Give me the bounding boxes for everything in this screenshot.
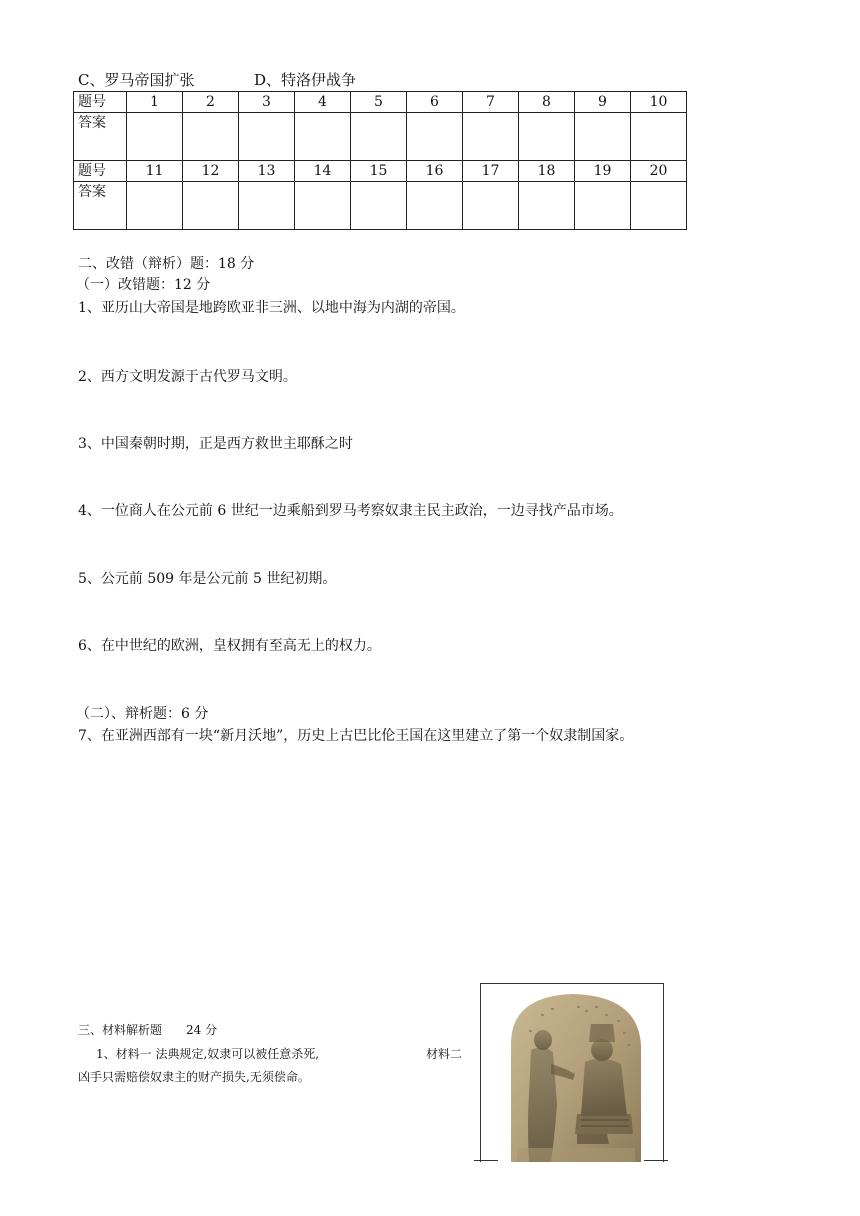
question-number: 1 bbox=[127, 92, 183, 113]
answer-header: 答案 bbox=[74, 182, 127, 230]
part-1-title: （一）改错题：12 分 bbox=[76, 277, 211, 293]
answer-cell[interactable] bbox=[239, 113, 295, 161]
answer-cell[interactable] bbox=[351, 113, 407, 161]
question-number: 20 bbox=[631, 161, 687, 182]
question-number: 8 bbox=[519, 92, 575, 113]
option-c: C、罗马帝国扩张 bbox=[78, 71, 195, 89]
question-number: 18 bbox=[519, 161, 575, 182]
analysis-item-7: 7、在亚洲西部有一块“新月沃地”，历史上古巴比伦王国在这里建立了第一个奴隶制国家。 bbox=[78, 728, 634, 744]
stele-illustration bbox=[481, 984, 663, 1162]
correction-item-2: 2、西方文明发源于古代罗马文明。 bbox=[78, 369, 297, 385]
question-number: 9 bbox=[575, 92, 631, 113]
question-number: 7 bbox=[463, 92, 519, 113]
answer-table bbox=[73, 91, 687, 230]
question-number: 19 bbox=[575, 161, 631, 182]
correction-item-4: 4、一位商人在公元前 6 世纪一边乘船到罗马考察奴隶主民主政治，一边寻找产品市场。 bbox=[78, 503, 623, 519]
question-number: 17 bbox=[463, 161, 519, 182]
correction-item-1: 1、亚历山大帝国是地跨欧亚非三洲、以地中海为内湖的帝国。 bbox=[78, 300, 465, 316]
answer-cell[interactable] bbox=[183, 113, 239, 161]
question-number: 4 bbox=[295, 92, 351, 113]
question-number: 16 bbox=[407, 161, 463, 182]
answer-cell[interactable] bbox=[463, 113, 519, 161]
question-number-row-2 bbox=[74, 161, 687, 182]
answer-cell[interactable] bbox=[463, 182, 519, 230]
correction-item-6: 6、在中世纪的欧洲，皇权拥有至高无上的权力。 bbox=[78, 638, 381, 654]
answer-cell[interactable] bbox=[183, 182, 239, 230]
hammurabi-stele-image bbox=[480, 983, 664, 1162]
material-1-line-1: 1、材料一 法典规定,奴隶可以被任意杀死, bbox=[96, 1047, 320, 1061]
section-2-title: 二、改错（辩析）题：18 分 bbox=[78, 256, 255, 272]
question-number-header: 题号 bbox=[74, 92, 127, 113]
material-2-label: 材料二 bbox=[426, 1047, 463, 1061]
question-number: 15 bbox=[351, 161, 407, 182]
answer-cell[interactable] bbox=[519, 182, 575, 230]
question-number: 5 bbox=[351, 92, 407, 113]
question-number: 3 bbox=[239, 92, 295, 113]
answer-cell[interactable] bbox=[407, 182, 463, 230]
correction-item-5: 5、公元前 509 年是公元前 5 世纪初期。 bbox=[78, 571, 337, 587]
answer-cell[interactable] bbox=[519, 113, 575, 161]
answer-cell[interactable] bbox=[127, 182, 183, 230]
answer-cell[interactable] bbox=[127, 113, 183, 161]
answer-cell[interactable] bbox=[351, 182, 407, 230]
answer-cell[interactable] bbox=[239, 182, 295, 230]
question-number-header: 题号 bbox=[74, 161, 127, 182]
material-1-line-2: 凶手只需赔偿奴隶主的财产损失,无须偿命。 bbox=[78, 1070, 310, 1084]
answer-cell[interactable] bbox=[631, 113, 687, 161]
question-number: 6 bbox=[407, 92, 463, 113]
answer-header: 答案 bbox=[74, 113, 127, 161]
answer-cell[interactable] bbox=[575, 113, 631, 161]
answer-cell[interactable] bbox=[631, 182, 687, 230]
frame-corner-right bbox=[644, 1160, 668, 1161]
frame-corner-left bbox=[474, 1160, 498, 1161]
question-number: 2 bbox=[183, 92, 239, 113]
question-number: 11 bbox=[127, 161, 183, 182]
question-number: 12 bbox=[183, 161, 239, 182]
section-3-title: 三、材料解析题 24 分 bbox=[78, 1023, 218, 1037]
option-d: D、特洛伊战争 bbox=[254, 71, 357, 89]
answer-row-2 bbox=[74, 182, 687, 230]
answer-cell[interactable] bbox=[295, 113, 351, 161]
answer-cell[interactable] bbox=[295, 182, 351, 230]
correction-item-3: 3、中国秦朝时期，正是西方救世主耶酥之时 bbox=[78, 436, 353, 452]
question-number: 10 bbox=[631, 92, 687, 113]
question-number: 13 bbox=[239, 161, 295, 182]
part-2-title: （二）、辩析题：6 分 bbox=[76, 706, 209, 722]
question-number-row-1 bbox=[74, 92, 687, 113]
answer-cell[interactable] bbox=[575, 182, 631, 230]
question-number: 14 bbox=[295, 161, 351, 182]
answer-cell[interactable] bbox=[407, 113, 463, 161]
answer-row-1 bbox=[74, 113, 687, 161]
